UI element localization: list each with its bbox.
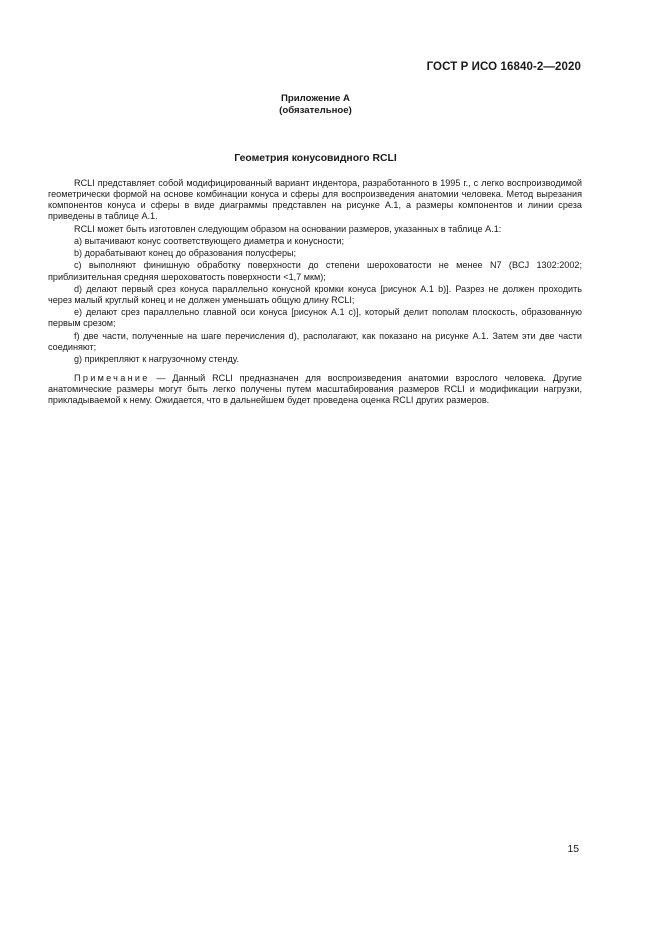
list-item-d: d) делают первый срез конуса параллельно конусной кромки конуса [рисунок А.1 b)]. Разрез не должен проходить через малый круглый конец и не должен уменьшать общую длину RCLI; (48, 283, 582, 305)
paragraph-method: RCLI может быть изготовлен следующим образом на основании размеров, указанных в таблице А.1: (74, 223, 502, 234)
annex-label: Приложение А (281, 93, 350, 104)
note-label: Примечание (74, 373, 150, 383)
page-number: 15 (567, 844, 579, 855)
annex-heading (0, 93, 661, 117)
list-item-a: a) вытачивают конус соответствующего диаметра и конусности; (74, 235, 345, 246)
list-item-e: e) делают срез параллельно главной оси конуса [рисунок А.1 c)], который делит пополам плоскость, образованную первым срезом; (48, 307, 582, 329)
document-code: ГОСТ Р ИСО 16840-2—2020 (426, 61, 581, 73)
paragraph-intro: RCLI представляет собой модифицированный вариант индентора, разработанного в 1995 г., с легко воспроизводимой геометрически формой на основе комбинации конуса и сферы для воспроизведения анатомии человека. Метод вырезания компонентов конуса и сферы в виде диаграммы представлен на рисунке А.1, а размеры компонентов и линии среза приведены в таблице А.1. (48, 178, 582, 222)
note-text: — Данный RCLI предназначен для воспроизведения анатомии взрослого человека. Другие анатомические размеры могут быть легко получены путем масштабирования размеров RCLI и модификации нагрузки, прикладываемой к нему. Ожидается, что в дальнейшем будет проведена оценка RCLI других размеров. (48, 373, 582, 406)
section-title (0, 153, 661, 164)
section-title-text: Геометрия конусовидного RCLI (234, 153, 397, 164)
annex-status: (обязательное) (279, 105, 352, 116)
body-text (48, 178, 582, 407)
list-item-f: f) две части, полученные на шаге перечисления d), располагают, как показано на рисунке А.1. Затем эти две части соединяют; (48, 330, 582, 352)
list-item-g: g) прикрепляют к нагрузочному стенду. (74, 353, 239, 364)
note-paragraph (48, 373, 582, 406)
list-item-b: b) дорабатывают конец до образования полусферы; (74, 248, 297, 259)
list-item-c: c) выполняют финишную обработку поверхности до степени шероховатости не менее N7 (BCJ 1302:2002; приблизительная средняя шероховатость поверхности <1,7 мкм); (48, 260, 582, 282)
